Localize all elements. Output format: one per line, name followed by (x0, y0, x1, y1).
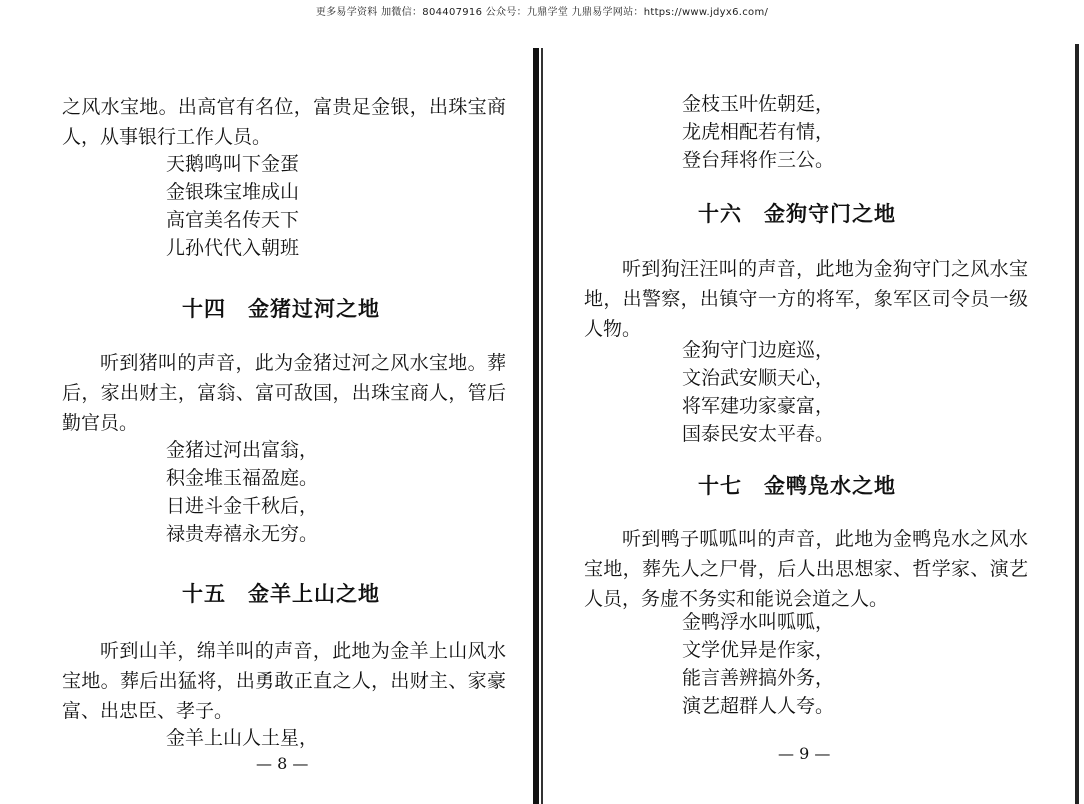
verse-duck (682, 608, 834, 720)
verse-line: 登台拜将作三公。 (682, 149, 835, 171)
verse-line: 能言善辨搞外务， (682, 667, 835, 689)
section-heading-17: 十七 金鸭凫水之地 (698, 473, 896, 498)
right-page (546, 0, 1084, 804)
section-16-paragraph: 听到狗汪汪叫的声音，此地为金狗守门之风水宝地，出警察，出镇守一方的将军，象军区司令员一级人物。 (584, 258, 1028, 340)
verse-line: 金枝玉叶佐朝廷， (682, 93, 835, 115)
section-15-paragraph: 听到山羊，绵羊叫的声音，此地为金羊上山风水宝地。葬后出猛将，出勇敢正直之人，出财主、家豪富、出忠臣、孝子。 (62, 640, 506, 722)
verse-line: 金鸭浮水叫呱呱， (682, 611, 835, 633)
section-heading-16: 十六 金狗守门之地 (698, 201, 896, 226)
verse-line: 文学优异是作家， (682, 639, 835, 661)
verse-line: 龙虎相配若有情， (682, 121, 835, 143)
verse-line: 将军建功家豪富， (682, 395, 835, 417)
section-17-paragraph: 听到鸭子呱呱叫的声音，此地为金鸭凫水之风水宝地，葬先人之尸骨，后人出思想家、哲学家、演艺人员，务虚不务实和能说会道之人。 (584, 528, 1028, 610)
section-heading-15: 十五 金羊上山之地 (182, 581, 380, 606)
section-heading-14: 十四 金猪过河之地 (182, 296, 380, 321)
verse-line: 金羊上山人土星， (166, 727, 319, 749)
verse-line: 日进斗金千秋后， (166, 495, 319, 517)
verse-line: 金银珠宝堆成山 (166, 181, 300, 203)
verse-line: 金猪过河出富翁， (166, 439, 319, 461)
verse-line: 金狗守门边庭巡， (682, 339, 835, 361)
verse-line: 禄贵寿禧永无穷。 (166, 523, 319, 545)
verse-line: 演艺超群人人夸。 (682, 695, 835, 717)
verse-line: 积金堆玉福盈庭。 (166, 467, 319, 489)
verse-goat (166, 724, 318, 752)
verse-golden-branch (682, 90, 834, 174)
book-spine-line (541, 48, 543, 804)
verse-dog (682, 336, 834, 448)
verse-swan (166, 150, 299, 262)
verse-line: 天鹅鸣叫下金蛋 (166, 153, 300, 175)
left-page (0, 0, 530, 804)
intro-paragraph: 之风水宝地。出高官有名位，富贵足金银，出珠宝商人，从事银行工作人员。 (62, 96, 506, 148)
verse-line: 儿孙代代入朝班 (166, 237, 300, 259)
verse-line: 高官美名传天下 (166, 209, 300, 231)
verse-line: 国泰民安太平春。 (682, 423, 835, 445)
book-spine-shadow (533, 48, 539, 804)
page-number-left: — 8 — (256, 754, 309, 773)
verse-pig (166, 436, 318, 548)
top-banner: 更多易学资料 加微信：804407916 公众号：九鼎学堂 九鼎易学网站：https://www.jdyx6.com/ (315, 7, 769, 18)
section-14-paragraph: 听到猪叫的声音，此为金猪过河之风水宝地。葬后，家出财主，富翁、富可敌国，出珠宝商人，管后勤官员。 (62, 352, 506, 434)
verse-line: 文治武安顺天心， (682, 367, 835, 389)
page-number-right: — 9 — (778, 744, 831, 763)
